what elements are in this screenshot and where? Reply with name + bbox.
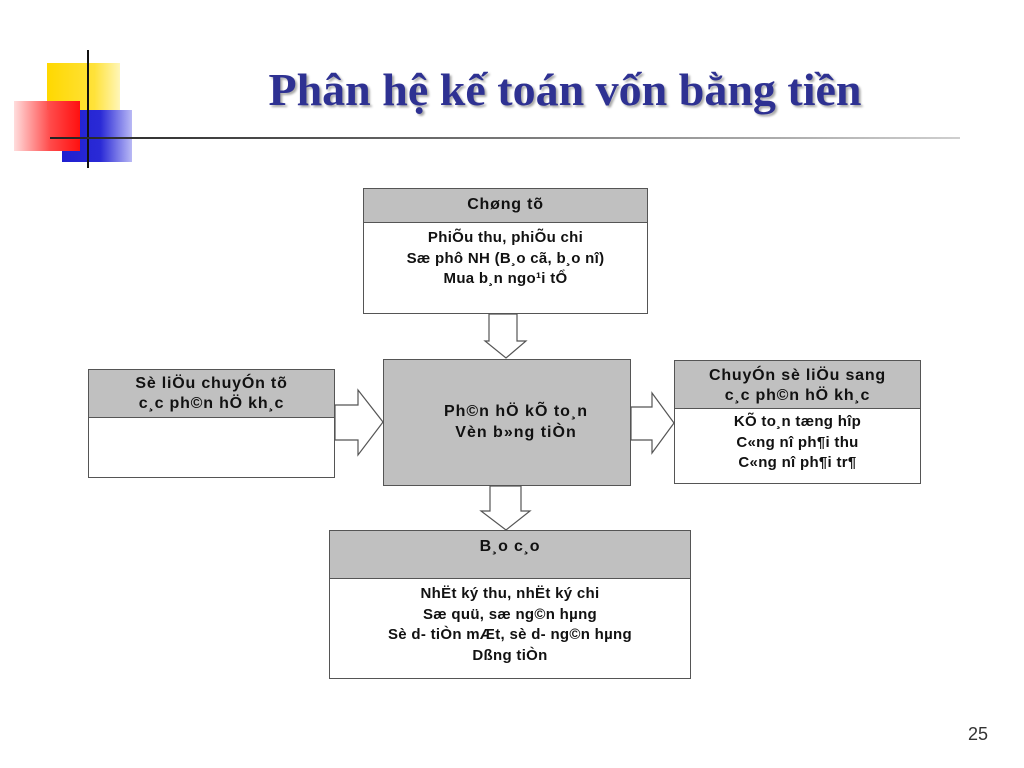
- report-line: Sæ quü, sæ ng©n hµng: [422, 605, 598, 623]
- input-header-line: Sè liÖu chuyÓn tõ: [135, 375, 288, 392]
- report-line: Dßng tiÒn: [472, 647, 548, 665]
- cash-module-line: Ph©n hÖ kÕ to¸n: [443, 403, 589, 420]
- source-line: Mua b¸n ngo¹i tỔ: [443, 270, 568, 288]
- output-line: KÕ to¸n tæng hîp: [733, 413, 862, 430]
- input-header-line: c¸c ph©n hÖ kh¸c: [138, 395, 285, 412]
- arrow-down-center-to-reports: [481, 486, 530, 530]
- arrow-down-source-to-center: [485, 314, 526, 358]
- report-line: Sè d- tiÒn mÆt, sè d- ng©n hµng: [388, 626, 632, 644]
- output-header-line: c¸c ph©n hÖ kh¸c: [724, 387, 871, 404]
- source-line: Sæ phô NH (B¸o cã, b¸o nî): [406, 249, 605, 267]
- cash-module-line: Vèn b»ng tiÒn: [455, 424, 577, 441]
- source-line: PhiÕu thu, phiÕu chi: [427, 229, 584, 246]
- page-number: 25: [967, 724, 989, 744]
- output-header-line: ChuyÓn sè liÖu sang: [708, 367, 886, 384]
- output-line: C«ng nî ph¶i thu: [736, 433, 859, 451]
- slide-title: Phân hệ kế toán vốn bằng tiền: [268, 64, 862, 115]
- reports-header: B¸o c¸o: [330, 531, 690, 579]
- source-documents-header: Chøng tõ: [364, 189, 647, 223]
- arrow-right-input-to-center: [335, 390, 383, 455]
- report-line: NhËt ký thu, nhËt ký chi: [420, 585, 600, 602]
- arrow-right-center-to-output: [631, 393, 674, 453]
- output-line: C«ng nî ph¶i tr¶: [738, 454, 857, 472]
